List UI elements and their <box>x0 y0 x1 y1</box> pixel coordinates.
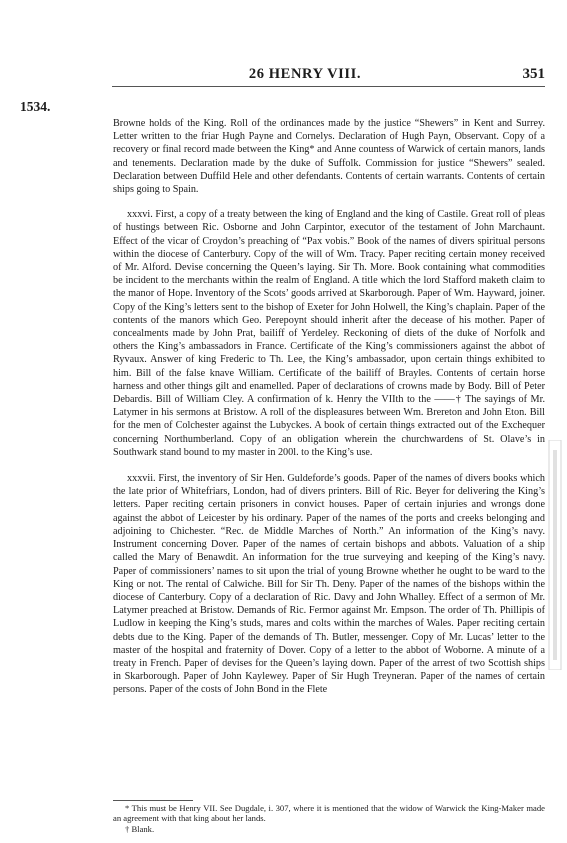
main-text <box>113 117 545 697</box>
footnote-dagger: † Blank. <box>125 823 155 834</box>
continued-paragraph: Browne holds of the King. Roll of the ordinances made by the justice “Shewers” in Kent and Surrey. Letter written to the friar Hugh Payne and Cornelys. Declaration of Hugh Payn, Observant. Copy of a recovery or final record made between the King* and Anne countess of Warwick of certain manors, lands and tenements. Declaration made by the duke of Suffolk. Commission for justice “Shewers” sealed. Declaration between Duffild Hele and other defendants. Contents of certain warrants. Contents of certain ships going to Spain. <box>113 118 545 196</box>
margin-stamp-ornament <box>546 440 564 670</box>
footnote-rule <box>113 800 193 801</box>
running-head-title: 26 HENRY VIII. <box>248 66 362 82</box>
page-number: 351 <box>522 66 545 82</box>
paragraph-xxxvii: xxxvii. First, the inventory of Sir Hen. Guldeforde’s goods. Paper of the names of divers books which the late prior of Whitefriars, London, had of divers printers. Bill of Ric. Beyer for delivering the King’s letters. Paper reciting certain prisoners in convict houses. Paper of certain injuries and wrongs done against the abbot of Leicester by his ordinary. Paper of the names of the ports and creeks belonging and adjoining to Chichester. “Rec. de Middle Marches of North.” An information of the King’s navy. Instrument concerning Dover. Paper of the names of certain bishops and abbots. Valuation of a ship called the Mary of Benawdit. An information for the true surveying and keeping of the King’s navy. Paper of commissioners’ names to sit upon the trial of young Browne whether he ought to be ward to the King or not. The rental of Calwiche. Bill for Sir Th. Deny. Paper of the names of the bishops within the diocese of Canterbury. Copy of a declaration of Ric. Davy and John Whalley. Effect of a sermon of Mr. Latymer preached at Bristow. Demands of Ric. Fermor against Mr. Empson. The order of Th. Phillipis of Ludlow in keeping the King’s studs, mares and colts within the marches of Wales. Paper reciting certain debts due to the King. Paper of the demands of Th. Butler, messenger. Copy of Mr. Lucas’ letter to the master of the hospital and fraternity of Dover. Copy of a letter to the abbot of Woborne. A minute of a treaty in French. Paper of devises for the Queen’s laying down. Paper of the arrest of two Scottish ships in Skarborough. Paper of John Kaylewey. Paper of Sir Hugh Treyneran. Paper of the names of certain persons. Paper of the costs of John Bond in the Flete <box>113 473 545 696</box>
paragraph-xxxvi: xxxvi. First, a copy of a treaty between the king of England and the king of Castile. Great roll of pleas of hustings between Ric. Osborne and John Carpintor, executor of the testament of John Marchaunt. Effect of the vicar of Croydon’s preaching of “Pax vobis.” Book of the names of divers spiritual persons within the diocese of Canterbury. Copy of the will of Wm. Tracy. Paper reciting certain money received of Mr. Alford. Devise concerning the Queen’s laying. Sir Th. More. Book containing what commodities be incident to the merchants within the realm of England. A title which the lord Stafford maketh claim to the manor of Hope. Inventory of the Scots’ goods arrived at Skarborough. Paper of Wm. Hayward, joiner. Copy of the King’s letters sent to the bishop of Exeter for John Holwell, the King’s chaplain. Paper of the contents of the manors which Geo. Perepoynt should inherit after the decease of his mother. Paper of concealments made by John Prat, bailiff of Yerdeley. Reckoning of diets of the duke of Norfolk and others the King’s ambassadors in France. Certificate of the King’s commissioners against the abbot of Ryvaux. Answer of king Frederic to Th. Lee, the King’s ambassador, upon certain things exhibited to him. Bill of the false knave William. Certificate of the bailiff of Brayles. Contents of certain horse harness and other things gilt and enamelled. Paper of declarations of crowns made by Body. Bill of Peter Debardis. Bill of William Cley. A confirmation of k. Henry the VIIth to the ——† The sayings of Mr. Latymer in his sermons at Bristow. A roll of the displeasures between Wm. Brereton and John Eton. Bill for the men of Colchester against the Lubyckes. A book of certain things extracted out of the Exchequer concerning Northumberland. Copy of an obligation wherein the churchwardens of St. Olave’s in Southwark stand bound to my master in 200l. to the King’s use. <box>113 209 545 458</box>
margin-year: 1534. <box>20 99 51 114</box>
footnotes <box>113 803 545 834</box>
footnote-star: * This must be Henry VII. See Dugdale, i. 307, where it is mentioned that the widow of Warwick the King-Maker made an agreement with that king about her lands. <box>113 803 545 824</box>
header-rule <box>112 86 545 87</box>
